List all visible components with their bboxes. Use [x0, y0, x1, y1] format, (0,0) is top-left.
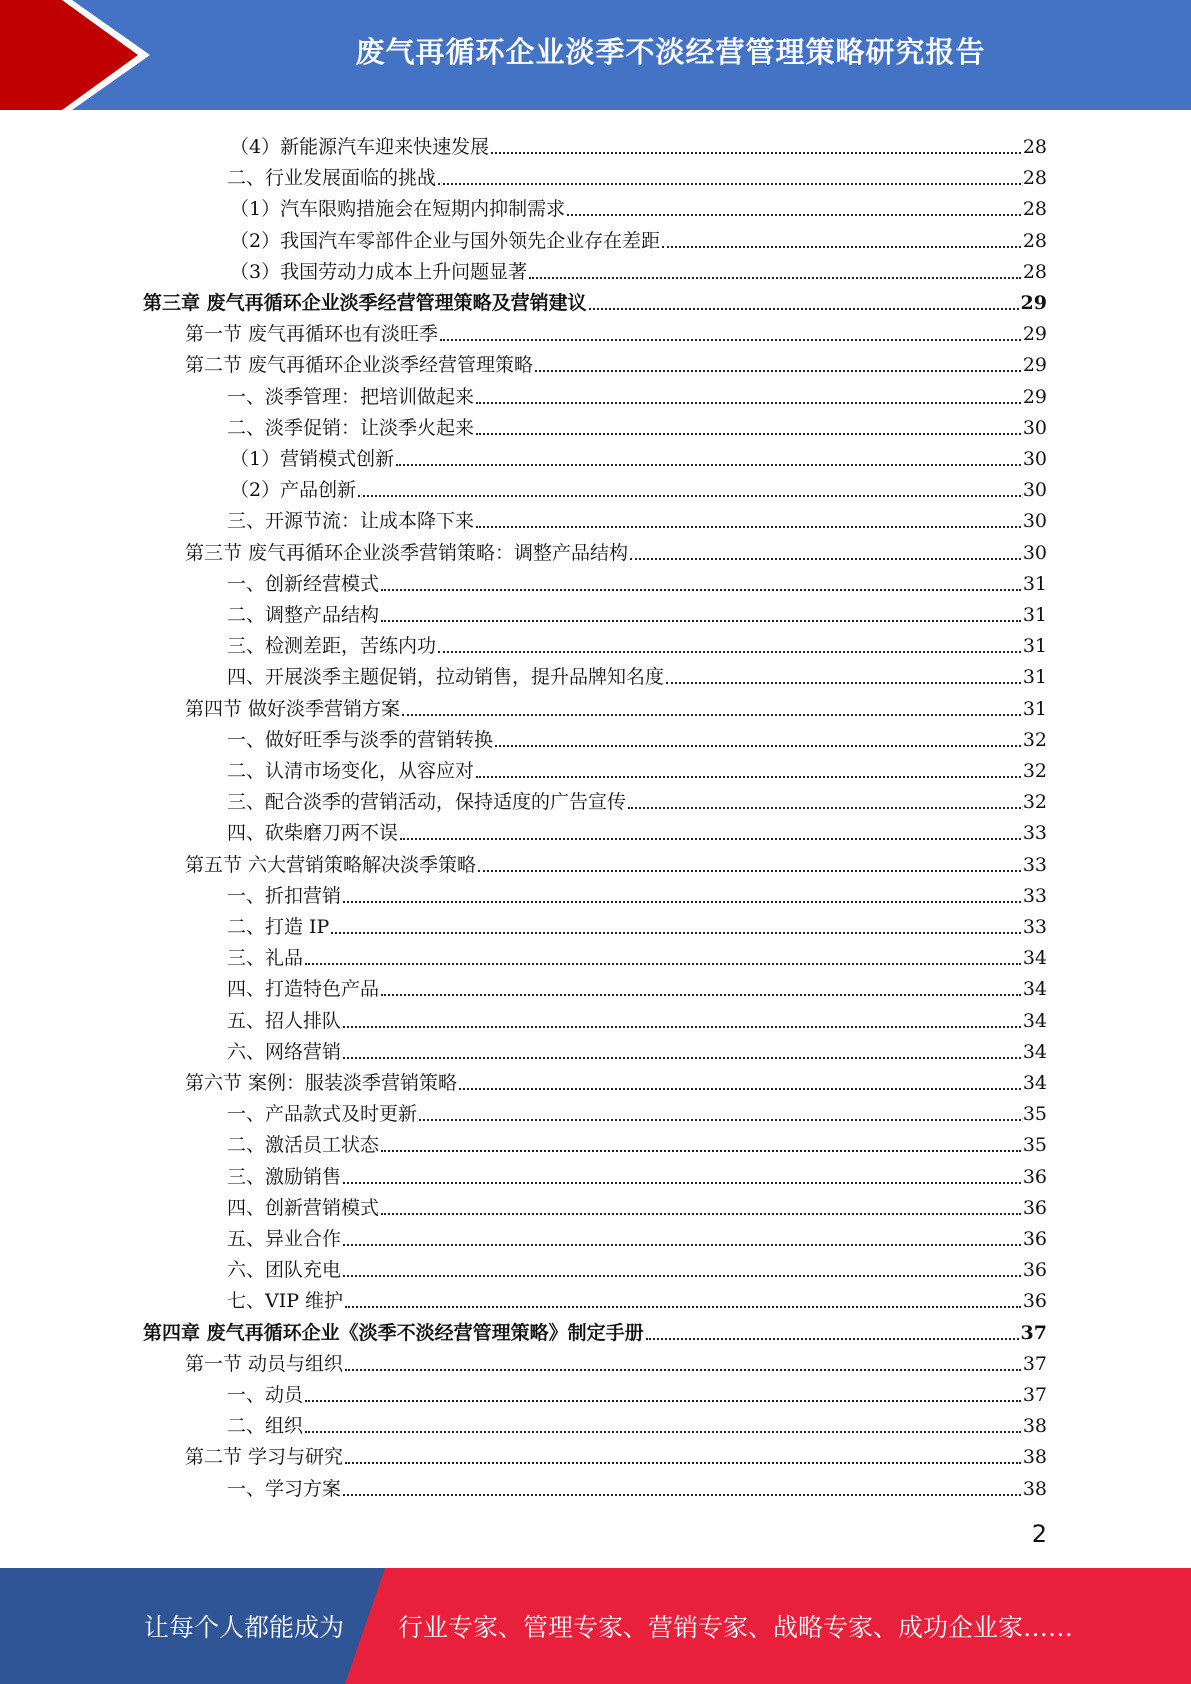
toc-entry-page: 34 [1022, 1072, 1047, 1094]
toc-entry-page: 36 [1022, 1290, 1047, 1313]
toc-entry[interactable] [227, 813, 1047, 844]
toc-entry-page: 29 [1022, 354, 1047, 377]
toc-entry-page: 32 [1022, 760, 1047, 782]
toc-entry-page: 32 [1022, 728, 1047, 751]
toc-entry-page: 34 [1022, 1009, 1047, 1032]
toc-entry-page: 37 [1020, 1321, 1047, 1344]
toc-entry-label: 一、动员 [227, 1384, 304, 1406]
toc-leader-dots [666, 681, 1021, 684]
toc-leader-dots [343, 1181, 1021, 1184]
toc-entry-label: 第五节 六大营销策略解决淡季策略 [185, 853, 477, 876]
toc-entry-label: 六、团队充电 [227, 1259, 342, 1282]
toc-entry[interactable] [227, 408, 1047, 439]
toc-leader-dots [381, 588, 1021, 591]
toc-entry-page: 30 [1022, 448, 1047, 470]
toc-entry-label: 二、组织 [227, 1415, 304, 1438]
toc-entry-label: 五、异业合作 [227, 1228, 342, 1250]
toc-entry-label: 二、认清市场变化，从容应对 [227, 760, 475, 782]
toc-entry[interactable] [185, 345, 1047, 376]
toc-entry[interactable] [227, 1406, 1047, 1437]
toc-entry-page: 31 [1022, 697, 1047, 720]
report-title: 废气再循环企业淡季不淡经营管理策略研究报告 [355, 34, 986, 69]
toc-leader-dots [343, 1493, 1021, 1496]
toc-entry-page: 30 [1022, 510, 1047, 533]
toc-leader-dots [567, 213, 1021, 216]
toc-entry[interactable] [227, 782, 1047, 813]
toc-entry-page: 34 [1022, 978, 1047, 1001]
toc-leader-dots [476, 525, 1021, 528]
toc-leader-dots [529, 276, 1021, 279]
toc-entry[interactable] [227, 907, 1047, 938]
toc-entry-page: 28 [1022, 260, 1047, 283]
toc-entry-label: 第三章 废气再循环企业淡季经营管理策略及营销建议 [143, 292, 587, 314]
toc-entry[interactable] [185, 533, 1047, 564]
toc-entry-page: 37 [1022, 1384, 1047, 1406]
toc-entry[interactable] [185, 845, 1047, 876]
toc-entry-label: （2）我国汽车零部件企业与国外领先企业存在差距 [230, 229, 661, 252]
toc-entry-page: 38 [1022, 1477, 1047, 1500]
toc-leader-dots [345, 1461, 1021, 1464]
toc-entry[interactable] [227, 158, 1047, 189]
toc-entry[interactable] [227, 657, 1047, 688]
toc-leader-dots [646, 1337, 1019, 1340]
toc-entry[interactable] [230, 221, 1047, 252]
toc-entry-page: 30 [1022, 416, 1047, 439]
toc-entry[interactable] [227, 1094, 1047, 1125]
toc-leader-dots [495, 744, 1021, 747]
toc-entry-label: 六、网络营销 [227, 1040, 342, 1063]
toc-entry-page: 29 [1022, 385, 1047, 408]
toc-entry-label: 四、打造特色产品 [227, 978, 380, 1001]
toc-entry-page: 31 [1022, 635, 1047, 658]
toc-entry-label: 一、折扣营销 [227, 884, 342, 907]
toc-leader-dots [440, 338, 1021, 341]
toc-entry-page: 32 [1022, 791, 1047, 814]
toc-entry[interactable] [185, 689, 1047, 720]
header-arrow-decoration [0, 0, 150, 110]
toc-entry-label: 一、淡季管理：把培训做起来 [227, 385, 475, 408]
toc-entry-label: 一、做好旺季与淡季的营销转换 [227, 728, 494, 751]
page-header [0, 0, 1191, 110]
toc-entry-label: 一、学习方案 [227, 1477, 342, 1500]
toc-entry[interactable] [185, 1437, 1047, 1468]
toc-leader-dots [628, 806, 1021, 809]
toc-entry[interactable] [230, 439, 1047, 470]
toc-entry-label: （3）我国劳动力成本上升问题显著 [230, 260, 528, 283]
toc-leader-dots [343, 1056, 1021, 1059]
toc-entry-label: 第一节 废气再循环也有淡旺季 [185, 323, 439, 346]
toc-entry-page: 38 [1022, 1446, 1047, 1469]
toc-leader-dots [305, 1399, 1021, 1402]
toc-entry-page: 36 [1022, 1228, 1047, 1250]
toc-entry-page: 36 [1022, 1259, 1047, 1282]
toc-leader-dots [419, 1118, 1021, 1121]
toc-entry-label: 三、激励销售 [227, 1165, 342, 1188]
toc-entry-label: 一、产品款式及时更新 [227, 1103, 418, 1126]
toc-leader-dots [305, 1430, 1021, 1433]
toc-entry[interactable] [227, 1125, 1047, 1156]
toc-entry[interactable] [227, 1032, 1047, 1063]
toc-entry-label: （4）新能源汽车迎来快速发展 [230, 136, 490, 158]
toc-entry[interactable] [227, 626, 1047, 657]
toc-leader-dots [358, 494, 1021, 497]
toc-entry[interactable] [227, 1001, 1047, 1032]
toc-entry[interactable] [227, 377, 1047, 408]
toc-leader-dots [345, 1305, 1021, 1308]
toc-entry-page: 33 [1022, 853, 1047, 876]
toc-entry-page: 31 [1022, 604, 1047, 626]
toc-leader-dots [662, 245, 1021, 248]
toc-entry-page: 33 [1022, 916, 1047, 938]
toc-leader-dots [381, 619, 1021, 622]
toc-entry-label: 五、招人排队 [227, 1009, 342, 1032]
toc-leader-dots [478, 869, 1021, 872]
toc-entry[interactable] [227, 938, 1047, 969]
toc-entry-page: 34 [1022, 1040, 1047, 1063]
toc-entry[interactable] [227, 501, 1047, 532]
toc-entry-label: 二、淡季促销：让淡季火起来 [227, 416, 475, 439]
toc-entry[interactable] [227, 876, 1047, 907]
toc-entry[interactable] [230, 127, 1047, 158]
toc-entry-page: 35 [1022, 1103, 1047, 1126]
toc-entry-label: 一、创新经营模式 [227, 572, 380, 595]
toc-leader-dots [589, 307, 1019, 310]
toc-entry-label: 二、激活员工状态 [227, 1134, 380, 1157]
toc-entry-label: 第二节 废气再循环企业淡季经营管理策略 [185, 354, 534, 377]
toc-entry[interactable] [230, 189, 1047, 220]
toc-leader-dots [345, 1368, 1021, 1371]
toc-entry-label: （2）产品创新 [230, 479, 357, 502]
footer-slogan-right: 行业专家、管理专家、营销专家、战略专家、成功企业家…… [398, 1613, 1074, 1642]
toc-entry[interactable] [143, 1313, 1047, 1344]
toc-entry-label: 第四章 废气再循环企业《淡季不淡经营管理策略》制定手册 [143, 1321, 644, 1344]
toc-entry-page: 30 [1022, 479, 1047, 502]
toc-entry-page: 31 [1022, 666, 1047, 689]
page-footer [0, 1568, 1191, 1684]
toc-entry-page: 38 [1022, 1415, 1047, 1438]
toc-entry[interactable] [227, 1375, 1047, 1406]
toc-leader-dots [331, 931, 1020, 934]
toc-entry[interactable] [227, 564, 1047, 595]
toc-leader-dots [343, 1025, 1021, 1028]
toc-entry-page: 28 [1022, 167, 1047, 190]
toc-leader-dots [343, 1274, 1021, 1277]
toc-leader-dots [476, 401, 1021, 404]
toc-entry-page: 35 [1022, 1134, 1047, 1157]
toc-entry-label: 三、配合淡季的营销活动，保持适度的广告宣传 [227, 791, 627, 814]
toc-entry[interactable] [185, 314, 1047, 345]
toc-entry-page: 36 [1022, 1196, 1047, 1219]
toc-entry[interactable] [185, 1344, 1047, 1375]
toc-entry[interactable] [227, 1157, 1047, 1188]
toc-entry[interactable] [185, 1063, 1047, 1094]
toc-entry[interactable] [227, 1219, 1047, 1250]
toc-leader-dots [476, 432, 1021, 435]
toc-leader-dots [438, 650, 1021, 653]
toc-entry-page: 33 [1022, 884, 1047, 907]
toc-entry-label: 三、礼品 [227, 947, 304, 970]
toc-entry-page: 28 [1022, 136, 1047, 158]
toc-entry-page: 30 [1022, 541, 1047, 564]
toc-leader-dots [381, 993, 1021, 996]
toc-entry-page: 29 [1022, 323, 1047, 346]
toc-leader-dots [476, 775, 1021, 778]
toc-leader-dots [381, 1149, 1021, 1152]
toc-entry-label: 四、创新营销模式 [227, 1196, 380, 1219]
toc-entry[interactable] [230, 470, 1047, 501]
toc-leader-dots [343, 900, 1021, 903]
toc-leader-dots [459, 1087, 1021, 1090]
toc-entry-page: 33 [1022, 822, 1047, 845]
toc-entry-label: 四、开展淡季主题促销，拉动销售，提升品牌知名度 [227, 666, 665, 689]
toc-entry-label: 第一节 动员与组织 [185, 1352, 344, 1375]
toc-leader-dots [400, 837, 1021, 840]
toc-entry-label: 第二节 学习与研究 [185, 1446, 344, 1469]
toc-leader-dots [535, 369, 1021, 372]
toc-leader-dots [402, 713, 1021, 716]
toc-entry-label: （1）营销模式创新 [230, 448, 395, 470]
toc-entry-label: 四、砍柴磨刀两不误 [227, 822, 399, 845]
toc-entry[interactable] [227, 1250, 1047, 1281]
toc-entry[interactable] [227, 751, 1047, 782]
toc-entry-page: 34 [1022, 947, 1047, 970]
toc-leader-dots [396, 463, 1021, 466]
toc-entry-label: 三、检测差距，苦练内功 [227, 635, 437, 658]
toc-leader-dots [630, 557, 1021, 560]
footer-slogan-left: 让每个人都能成为 [144, 1613, 345, 1642]
toc-entry[interactable] [143, 283, 1047, 314]
toc-entry-label: 第四节 做好淡季营销方案 [185, 697, 401, 720]
toc-entry[interactable] [227, 595, 1047, 626]
toc-entry-label: （1）汽车限购措施会在短期内抑制需求 [230, 198, 566, 221]
toc-entry-page: 36 [1022, 1165, 1047, 1188]
toc-entry-page: 29 [1020, 292, 1047, 314]
toc-entry-page: 31 [1022, 572, 1047, 595]
toc-entry-label: 二、行业发展面临的挑战 [227, 167, 437, 190]
toc-entry-label: 第六节 案例：服装淡季营销策略 [185, 1072, 458, 1094]
toc-entry-label: 第三节 废气再循环企业淡季营销策略：调整产品结构 [185, 541, 629, 564]
toc-entry-page: 28 [1022, 229, 1047, 252]
page-number: 2 [1031, 1520, 1047, 1548]
toc-entry[interactable] [227, 1188, 1047, 1219]
toc-entry[interactable] [227, 1281, 1047, 1312]
toc-entry[interactable] [227, 969, 1047, 1000]
toc-leader-dots [305, 962, 1021, 965]
toc-leader-dots [343, 1243, 1021, 1246]
toc-entry[interactable] [230, 252, 1047, 283]
toc-entry-page: 28 [1022, 198, 1047, 221]
toc-entry[interactable] [227, 1469, 1047, 1500]
toc-entry-label: 七、VIP 维护 [227, 1290, 344, 1313]
toc-leader-dots [381, 1212, 1021, 1215]
toc-entry-page: 37 [1022, 1352, 1047, 1375]
toc-leader-dots [491, 151, 1021, 154]
toc-entry-label: 二、打造 IP [227, 916, 330, 938]
toc-entry-label: 二、调整产品结构 [227, 604, 380, 626]
toc-entry-label: 三、开源节流：让成本降下来 [227, 510, 475, 533]
toc-leader-dots [438, 182, 1021, 185]
toc-entry[interactable] [227, 720, 1047, 751]
